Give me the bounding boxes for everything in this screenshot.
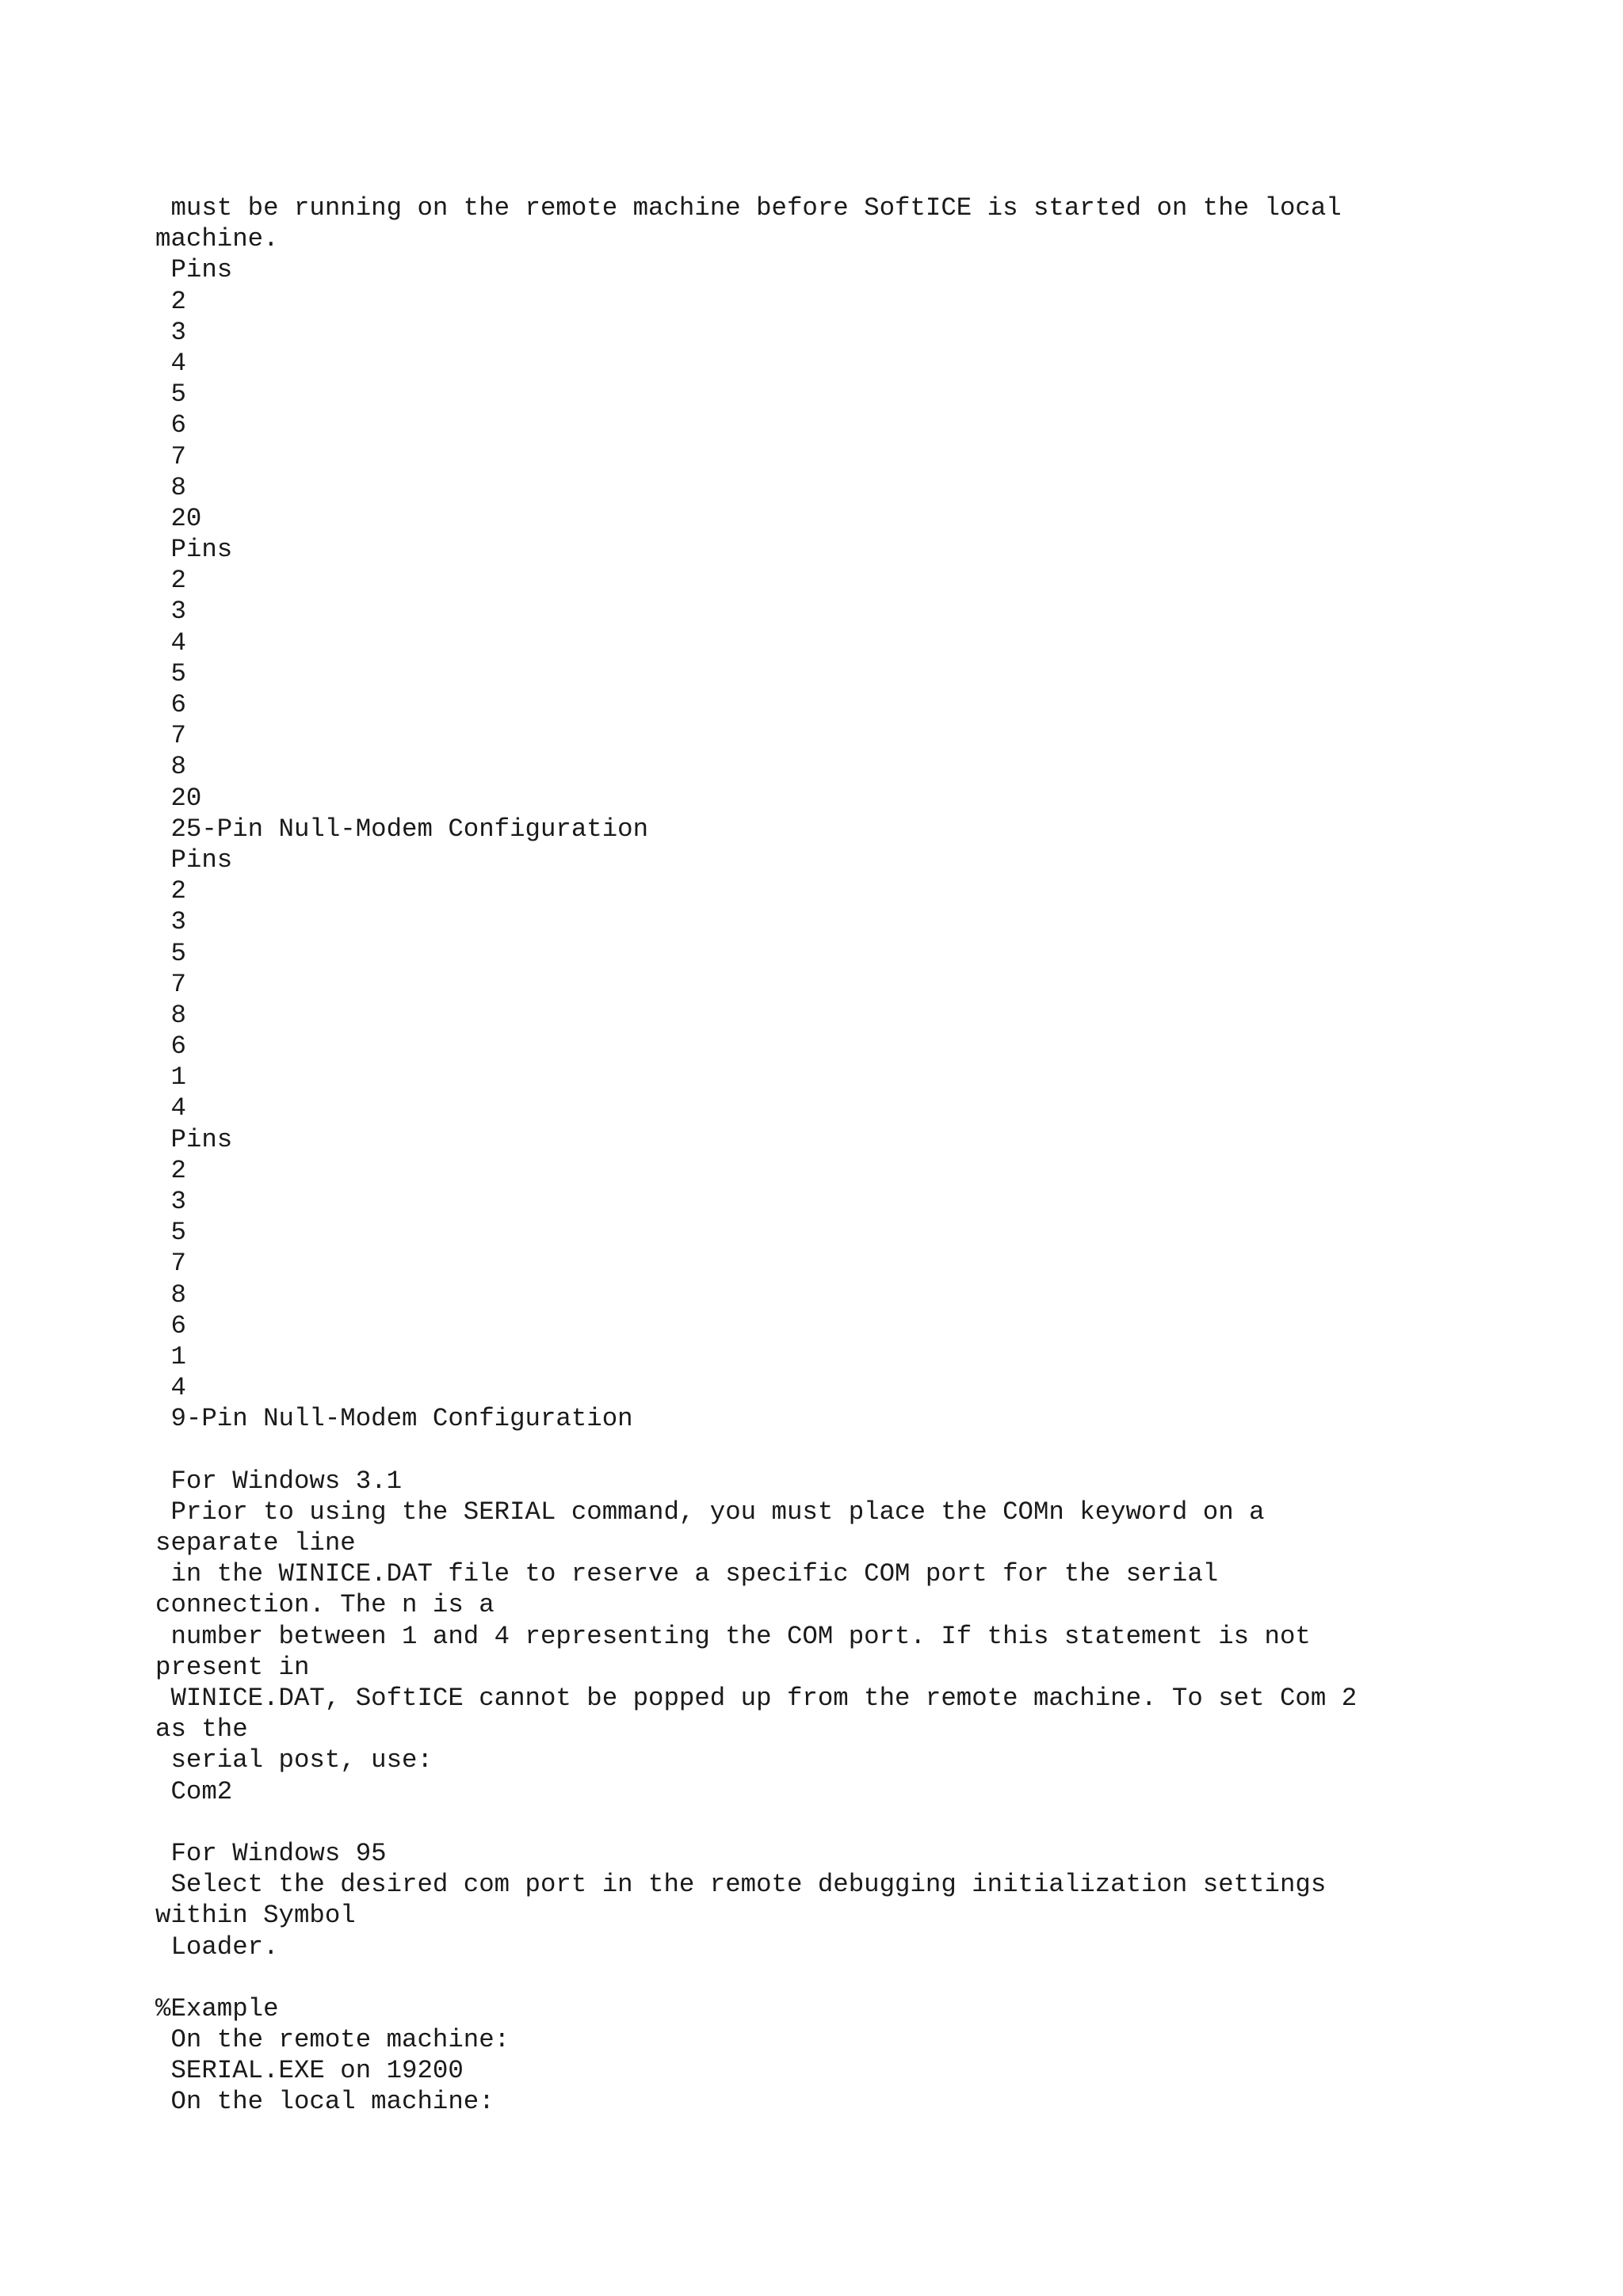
text-line: 2 [155,286,186,316]
text-line: On the remote machine: [155,2025,510,2055]
text-line: Pins [155,1124,233,1154]
text-line: 7 [155,1249,186,1279]
text-line: 8 [155,1280,186,1310]
text-line: %Example [155,1993,279,2023]
text-line: On the local machine: [155,2087,495,2117]
text-line: Prior to using the SERIAL command, you must place the COMn keyword on a [155,1497,1265,1527]
text-line: 8 [155,472,186,502]
text-line: connection. The n is a [155,1590,495,1620]
text-line: Pins [155,255,233,285]
text-line: 20 [155,503,202,533]
text-line: 5 [155,938,186,968]
text-line [155,1435,1582,1466]
text-line: 5 [155,658,186,688]
text-line: 7 [155,969,186,999]
text-line: Pins [155,845,233,875]
text-line: 8 [155,1000,186,1030]
text-line: Select the desired com port in the remote debugging initialization settings [155,1870,1327,1900]
text-line: 20 [155,783,202,813]
text-line: 3 [155,317,186,347]
text-line: 4 [155,348,186,378]
document-text [155,193,1582,2118]
text-line: Loader. [155,1932,279,1962]
text-line: SERIAL.EXE on 19200 [155,2056,464,2086]
text-line: Com2 [155,1776,233,1806]
text-line: present in [155,1652,310,1682]
text-line: 1 [155,1341,186,1371]
text-line: 6 [155,690,186,719]
text-line: 2 [155,876,186,906]
text-line: 3 [155,597,186,627]
text-line: 4 [155,1093,186,1123]
text-line: 8 [155,752,186,782]
text-line: 3 [155,1187,186,1216]
text-line: 2 [155,1155,186,1185]
text-line: must be running on the remote machine before SoftICE is started on the local [155,193,1342,223]
text-line: 5 [155,1218,186,1248]
text-line: separate line [155,1528,356,1558]
text-line: 3 [155,907,186,937]
text-line: For Windows 95 [155,1838,387,1868]
text-line: 6 [155,1310,186,1341]
text-line: 6 [155,1032,186,1062]
text-line: 5 [155,379,186,410]
text-line: serial post, use: [155,1745,433,1775]
text-line: 7 [155,441,186,471]
text-line: number between 1 and 4 representing the COM port. If this statement is not [155,1621,1311,1651]
text-line: WINICE.DAT, SoftICE cannot be popped up from the remote machine. To set Com 2 [155,1684,1358,1713]
text-line: within Symbol [155,1901,356,1931]
text-line: in the WINICE.DAT file to reserve a specific COM port for the serial [155,1559,1219,1589]
text-line [155,1807,1582,1838]
text-line: as the [155,1714,248,1745]
text-line: 7 [155,721,186,751]
text-line: 1 [155,1062,186,1093]
text-line: For Windows 3.1 [155,1466,403,1496]
text-line: 6 [155,410,186,441]
text-line: 4 [155,627,186,658]
text-line: 4 [155,1373,186,1403]
text-line: Pins [155,535,233,565]
text-line: machine. [155,224,279,254]
text-line: 2 [155,566,186,596]
text-line [155,1962,1582,1993]
text-line: 9-Pin Null-Modem Configuration [155,1404,633,1434]
text-line: 25-Pin Null-Modem Configuration [155,814,649,844]
